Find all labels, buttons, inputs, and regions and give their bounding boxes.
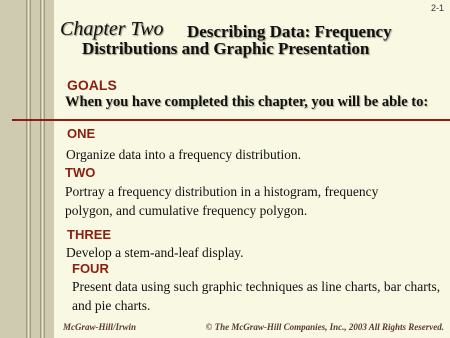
chapter-label: Chapter Two [60,18,164,40]
slide-number: 2-1 [430,3,444,13]
goal-heading-one: ONE [67,126,96,141]
goal-text-one: Organize data into a frequency distribution. [66,147,302,162]
goal-text-two: Portray a frequency distribution in a histogram, frequency polygon, and cumulative frequency polygon. [65,184,379,218]
decorative-sidebar [0,0,54,338]
goal-heading-four: FOUR [72,261,109,276]
footer-copyright: © The McGraw-Hill Companies, Inc., 2003 All Rights Reserved. [205,322,444,332]
goal-heading-two: TWO [65,165,96,180]
divider-rule [12,119,450,121]
goal-text-three: Develop a stem-and-leaf display. [66,245,244,260]
title-line-2: Distributions and Graphic Presentation [82,39,370,58]
goals-label: GOALS [67,77,117,93]
goals-intro: When you have completed this chapter, you will be able to: [65,94,429,110]
goal-heading-three: THREE [67,227,112,242]
sidebar-stripe [26,0,31,338]
sidebar-stripe [40,0,45,338]
goal-text-four: Present data using such graphic techniques as line charts, bar charts, and pie charts. [72,279,441,313]
title-line-1: Describing Data: Frequency [187,22,392,41]
footer-publisher: McGraw-Hill/Irwin [63,322,137,332]
